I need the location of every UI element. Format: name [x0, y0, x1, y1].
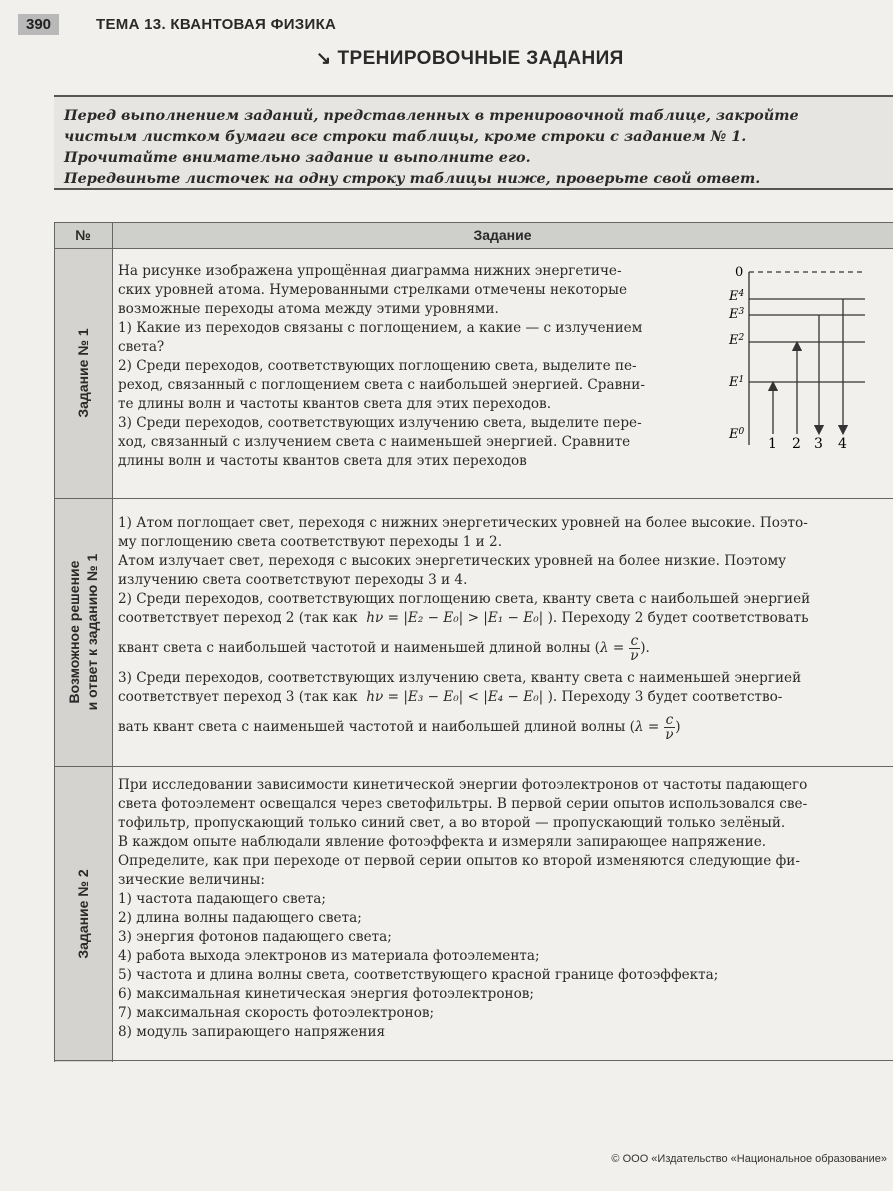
text-line: [118, 634, 888, 663]
text-line: 4) работа выхода электронов из материала фотоэлемента;: [118, 948, 540, 964]
text-line: те длины волн и частоты квантов света для этих переходов.: [118, 396, 552, 412]
lambda-eq: λ =: [599, 640, 625, 656]
text-line: 3) Среди переходов, соответствующих излучению света, кванту света с наименьшей энергией: [118, 670, 802, 686]
energy-level-diagram: [669, 262, 869, 452]
fraction-denominator: ν: [630, 648, 639, 664]
text-fragment: квант света с наибольшей частотой и наименьшей длиной волны (: [118, 640, 600, 656]
task2-label-cell: [54, 766, 112, 1062]
text-line: 3) энергия фотонов падающего света;: [118, 929, 392, 945]
text-line: [118, 713, 888, 742]
text-fragment: ). Переходу 3 будет соответство-: [547, 689, 783, 705]
task1-label: Задание № 1: [75, 328, 91, 418]
text-line: 8) модуль запирающего напряжения: [118, 1024, 386, 1040]
arrow-label-1: 1: [768, 436, 777, 452]
text-line: На рисунке изображена упрощённая диаграмма нижних энергетиче-: [118, 263, 622, 279]
text-line: При исследовании зависимости кинетической энергии фотоэлектронов от частоты падающего: [118, 777, 808, 793]
table-rule: [54, 1060, 893, 1061]
text-line: 1) Атом поглощает свет, переходя с нижних энергетических уровней на более высокие. Поэто-: [118, 515, 808, 531]
solution1-text: [118, 514, 888, 742]
text-line: 6) максимальная кинетическая энергия фотоэлектронов;: [118, 986, 534, 1002]
text-line: реход, связанный с поглощением света с наибольшей энергией. Сравни-: [118, 377, 645, 393]
copyright-footer: © ООО «Издательство «Национальное образование»: [611, 1153, 887, 1165]
table-rule: [54, 766, 893, 767]
level-label-e1: [728, 375, 744, 390]
arrow-label-2: 2: [792, 436, 801, 452]
task1-text: [118, 262, 718, 471]
text-line: [118, 688, 888, 707]
formula: hν = |E₃ − E₀| < |E₄ − E₀|: [366, 689, 544, 705]
text-line: возможные переходы атома между этими уровнями.: [118, 301, 499, 317]
section-title: [316, 48, 624, 70]
text-line: света?: [118, 339, 165, 355]
task2-text: [118, 776, 888, 1042]
formula: hν = |E₂ − E₀| > |E₁ − E₀|: [366, 610, 544, 626]
text-line: 7) максимальная скорость фотоэлектронов;: [118, 1005, 435, 1021]
section-arrow-icon: ↘: [316, 48, 332, 68]
text-line: ских уровней атома. Нумерованными стрелками отмечены некоторые: [118, 282, 628, 298]
text-line: тофильтр, пропускающий только синий свет, а во второй — пропускающий только зелёный.: [118, 815, 786, 831]
text-fragment: ).: [640, 640, 650, 656]
zero-label: 0: [735, 265, 744, 280]
text-line: му поглощению света соответствуют переходы 1 и 2.: [118, 534, 503, 550]
level-label-e4: [728, 289, 745, 304]
table-rule: [112, 222, 113, 1062]
level-letter: E: [729, 307, 739, 322]
fraction-denominator: ν: [665, 727, 674, 743]
text-line: ход, связанный с излучением света с наименьшей энергией. Сравните: [118, 434, 631, 450]
text-line: света фотоэлемент освещался через светофильтры. В первой серии опытов использовался све-: [118, 796, 808, 812]
text-line: 2) Среди переходов, соответствующих поглощению света, кванту света с наибольшей энергией: [118, 591, 811, 607]
lambda-eq: λ =: [634, 719, 660, 735]
text-line: 1) частота падающего света;: [118, 891, 326, 907]
instructions-box: [54, 95, 893, 190]
fraction: [664, 713, 676, 742]
solution1-label-line2: и ответ к заданию № 1: [84, 553, 100, 711]
text-line: зические величины:: [118, 872, 265, 888]
task2-label: Задание № 2: [75, 869, 91, 959]
text-fragment: вать квант света с наименьшей частотой и наибольшей длиной волны (: [118, 719, 635, 735]
level-letter: E: [729, 289, 739, 304]
table-rule: [54, 498, 893, 499]
text-fragment: соответствует переход 3 (так как: [118, 689, 358, 705]
instruction-line: Прочитайте внимательно задание и выполните его.: [64, 149, 531, 166]
table-rule: [54, 248, 893, 249]
fraction: [629, 634, 641, 663]
col-task-header: Задание: [473, 227, 532, 243]
text-line: длины волн и частоты квантов света для этих переходов: [118, 453, 527, 469]
text-line: 5) частота и длина волны света, соответствующего красной границе фотоэффекта;: [118, 967, 719, 983]
text-fragment: ). Переходу 2 будет соответствовать: [547, 610, 809, 626]
level-subscript: 0: [738, 427, 745, 437]
text-line: 2) Среди переходов, соответствующих поглощению света, выделите пе-: [118, 358, 637, 374]
text-line: [118, 609, 888, 628]
page-header: [0, 0, 893, 40]
text-line: Атом излучает свет, переходя с высоких энергетических уровней на более низкие. Поэтому: [118, 553, 787, 569]
text-line: 1) Какие из переходов связаны с поглощением, а какие — с излучением: [118, 320, 643, 336]
level-letter: E: [729, 427, 739, 442]
level-subscript: 1: [738, 375, 745, 385]
table-rule: [54, 222, 893, 223]
text-line: Определите, как при переходе от первой серии опытов ко второй изменяются следующие фи-: [118, 853, 800, 869]
table-header: [54, 222, 893, 248]
level-label-e2: [728, 333, 745, 348]
text-line: 3) Среди переходов, соответствующих излучению света, выделите пере-: [118, 415, 642, 431]
fraction-numerator: c: [665, 712, 674, 728]
level-label-e0: [728, 427, 745, 442]
topic-title: ТЕМА 13. КВАНТОВАЯ ФИЗИКА: [96, 16, 337, 33]
arrow-label-3: 3: [814, 436, 823, 452]
table-rule: [54, 222, 55, 1062]
instruction-line: чистым листком бумаги все строки таблицы, кроме строки с заданием № 1.: [64, 128, 747, 145]
text-line: В каждом опыте наблюдали явление фотоэффекта и измеряли запирающее напряжение.: [118, 834, 767, 850]
task1-label-cell: [54, 248, 112, 498]
solution1-label: [65, 554, 101, 711]
level-label-e3: [728, 307, 745, 322]
arrow-label-4: 4: [838, 436, 847, 452]
level-subscript: 2: [738, 333, 745, 343]
solution1-label-cell: [54, 498, 112, 766]
level-subscript: 3: [738, 307, 745, 317]
fraction-numerator: c: [630, 633, 639, 649]
level-letter: E: [729, 333, 739, 348]
text-fragment: соответствует переход 2 (так как: [118, 610, 358, 626]
instruction-line: Перед выполнением заданий, представленных в тренировочной таблице, закройте: [64, 107, 799, 124]
level-subscript: 4: [738, 289, 745, 299]
text-fragment: ): [675, 719, 681, 735]
page-number: 390: [18, 14, 59, 35]
text-line: излучению света соответствуют переходы 3 и 4.: [118, 572, 468, 588]
text-line: 2) длина волны падающего света;: [118, 910, 362, 926]
level-letter: E: [729, 375, 739, 390]
solution1-label-line1: Возможное решение: [66, 560, 82, 704]
instruction-line: Передвиньте листочек на одну строку таблицы ниже, проверьте свой ответ.: [64, 170, 761, 187]
section-title-text: ТРЕНИРОВОЧНЫЕ ЗАДАНИЯ: [337, 48, 624, 69]
col-num-header: №: [75, 227, 91, 243]
